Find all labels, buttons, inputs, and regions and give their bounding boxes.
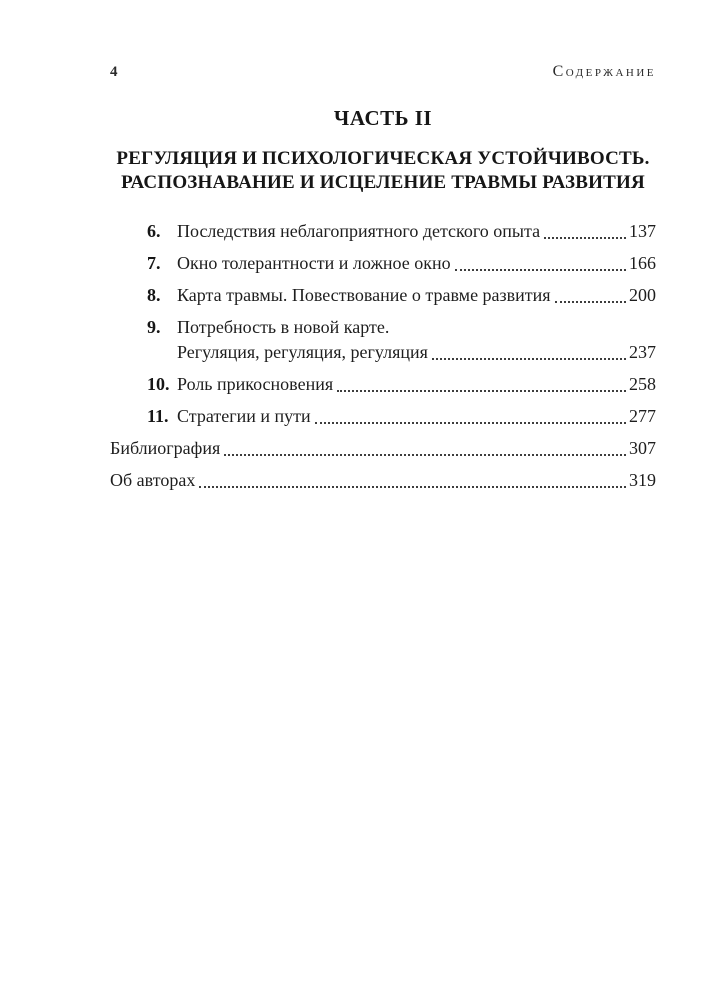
toc-entry-page: 137 — [629, 221, 656, 241]
toc-entry-page: 166 — [629, 253, 656, 273]
toc-entry-title: Роль прикосновения — [177, 374, 334, 394]
toc-entry-number: 9. — [147, 317, 161, 337]
running-header — [110, 63, 656, 81]
table-of-contents — [110, 221, 656, 502]
toc-entry — [110, 317, 656, 338]
leader-dots — [544, 221, 626, 242]
toc-entry-continuation — [110, 342, 656, 363]
toc-entry — [110, 406, 656, 427]
leader-dots — [315, 406, 626, 427]
part-label: ЧАСТЬ II — [333, 106, 433, 130]
page-number-folio: 4 — [110, 64, 118, 80]
toc-entry-page: 237 — [629, 342, 656, 362]
toc-entry-title: Об авторах — [110, 470, 196, 490]
toc-entry-page: 200 — [629, 285, 656, 305]
toc-back-matter-entry — [110, 438, 656, 459]
part-title-line1: РЕГУЛЯЦИЯ И ПСИХОЛОГИЧЕСКАЯ УСТОЙЧИВОСТЬ. — [116, 148, 650, 169]
toc-entry-number: 10. — [147, 374, 170, 394]
toc-entry-title: Потребность в новой карте. — [177, 317, 390, 337]
toc-entry — [110, 374, 656, 395]
part-title — [85, 147, 681, 195]
toc-entry-number: 11. — [147, 406, 169, 426]
leader-dots — [455, 253, 626, 274]
leader-dots — [199, 470, 626, 491]
toc-entry-title-line2: Регуляция, регуляция, регуляция — [177, 342, 428, 362]
toc-entry-title: Стратегии и пути — [177, 406, 311, 426]
running-head-title: Содержание — [552, 63, 656, 80]
toc-entry-number: 8. — [147, 285, 161, 305]
toc-entry — [110, 285, 656, 306]
leader-dots — [432, 342, 626, 363]
toc-entry-title: Окно толерантности и ложное окно — [177, 253, 451, 273]
leader-dots — [337, 374, 626, 395]
toc-entry-page: 307 — [629, 438, 656, 458]
toc-entry-number: 6. — [147, 221, 161, 241]
toc-entry-title: Карта травмы. Повествование о травме развития — [177, 285, 551, 305]
toc-entry-title: Библиография — [110, 438, 221, 458]
toc-entry-title: Последствия неблагоприятного детского опыта — [177, 221, 541, 241]
part-title-line2: РАСПОЗНАВАНИЕ И ИСЦЕЛЕНИЕ ТРАВМЫ РАЗВИТИЯ — [121, 172, 645, 193]
toc-entry-page: 258 — [629, 374, 656, 394]
toc-entry-page: 277 — [629, 406, 656, 426]
toc-entry-page: 319 — [629, 470, 656, 490]
leader-dots — [224, 438, 626, 459]
toc-entry-number: 7. — [147, 253, 161, 273]
leader-dots — [555, 285, 626, 306]
toc-entry — [110, 221, 656, 242]
toc-back-matter-entry — [110, 470, 656, 491]
toc-entry — [110, 253, 656, 274]
